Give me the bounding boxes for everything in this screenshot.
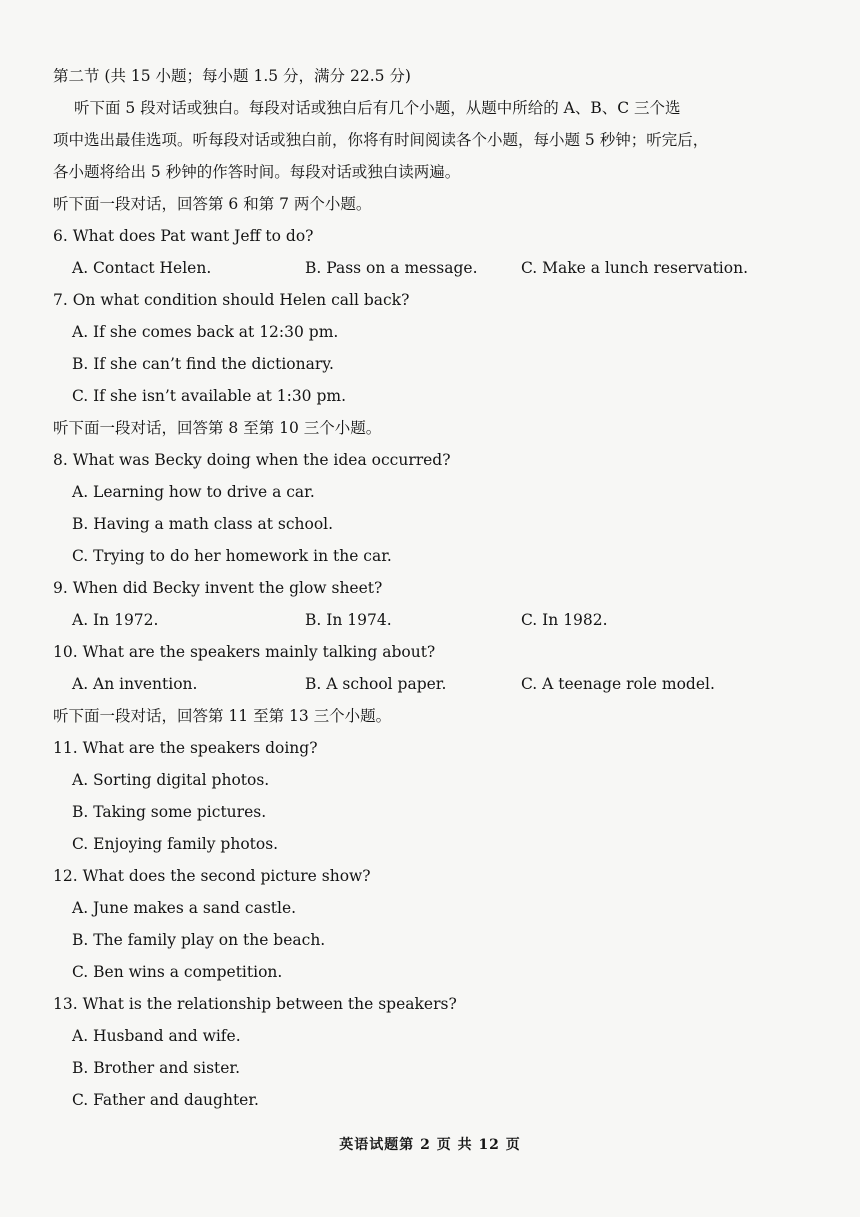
dialogue-prompt-3: 听下面一段对话，回答第 11 至第 13 三个小题。	[53, 707, 392, 725]
question-11-option-a: A. Sorting digital photos.	[72, 771, 270, 789]
question-6-stem: 6. What does Pat want Jeff to do?	[53, 227, 314, 245]
question-8-option-b: B. Having a math class at school.	[72, 515, 334, 533]
question-10-option-a: A. An invention.	[72, 675, 198, 693]
question-13-option-c: C. Father and daughter.	[72, 1091, 259, 1109]
question-7-option-a: A. If she comes back at 12:30 pm.	[72, 323, 339, 341]
instructions-line-2: 项中选出最佳选项。听每段对话或独白前，你将有时间阅读各个小题，每小题 5 秒钟；听完后，	[53, 131, 709, 149]
question-12-option-b: B. The family play on the beach.	[72, 931, 326, 949]
question-11-stem: 11. What are the speakers doing?	[53, 739, 318, 757]
question-9-option-c: C. In 1982.	[521, 611, 608, 629]
question-10-stem: 10. What are the speakers mainly talking about?	[53, 643, 436, 661]
question-11-option-c: C. Enjoying family photos.	[72, 835, 279, 853]
instructions-line-1: 听下面 5 段对话或独白。每段对话或独白后有几个小题，从题中所给的 A、B、C 三个选	[74, 99, 681, 117]
question-13-option-b: B. Brother and sister.	[72, 1059, 241, 1077]
question-9-option-b: B. In 1974.	[305, 611, 392, 629]
question-8-option-a: A. Learning how to drive a car.	[72, 483, 315, 501]
question-8-option-c: C. Trying to do her homework in the car.	[72, 547, 392, 565]
question-7-option-c: C. If she isn’t available at 1:30 pm.	[72, 387, 347, 405]
question-12-option-a: A. June makes a sand castle.	[72, 899, 297, 917]
dialogue-prompt-2: 听下面一段对话，回答第 8 至第 10 三个小题。	[53, 419, 382, 437]
question-11-option-b: B. Taking some pictures.	[72, 803, 267, 821]
question-13-option-a: A. Husband and wife.	[72, 1027, 241, 1045]
question-12-option-c: C. Ben wins a competition.	[72, 963, 283, 981]
page-footer: 英语试题第 2 页 共 12 页	[339, 1137, 521, 1153]
question-7-stem: 7. On what condition should Helen call back?	[53, 291, 410, 309]
question-10-option-c: C. A teenage role model.	[521, 675, 715, 693]
question-9-option-a: A. In 1972.	[72, 611, 159, 629]
question-7-option-b: B. If she can’t find the dictionary.	[72, 355, 334, 373]
question-6-option-a: A. Contact Helen.	[72, 259, 212, 277]
question-10-option-b: B. A school paper.	[305, 675, 447, 693]
dialogue-prompt-1: 听下面一段对话，回答第 6 和第 7 两个小题。	[53, 195, 372, 213]
question-6-option-b: B. Pass on a message.	[305, 259, 478, 277]
question-6-option-c: C. Make a lunch reservation.	[521, 259, 748, 277]
question-9-stem: 9. When did Becky invent the glow sheet?	[53, 579, 383, 597]
section-header: 第二节 (共 15 小题；每小题 1.5 分，满分 22.5 分)	[53, 67, 411, 85]
question-13-stem: 13. What is the relationship between the speakers?	[53, 995, 457, 1013]
instructions-line-3: 各小题将给出 5 秒钟的作答时间。每段对话或独白读两遍。	[53, 163, 461, 181]
question-8-stem: 8. What was Becky doing when the idea occurred?	[53, 451, 451, 469]
question-12-stem: 12. What does the second picture show?	[53, 867, 371, 885]
